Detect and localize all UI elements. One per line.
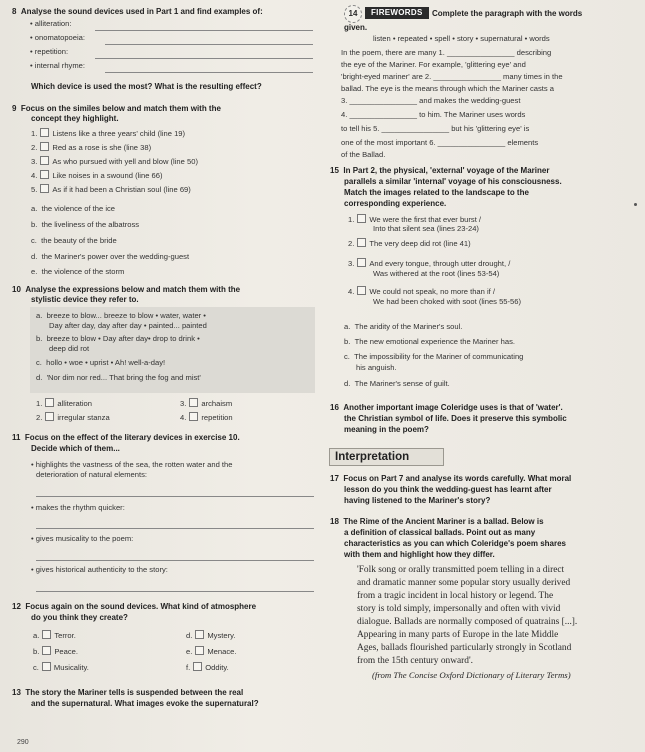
answer-line[interactable] xyxy=(105,65,313,73)
q15-image: 1. We were the first that ever burst / xyxy=(348,215,482,224)
q11-item: • makes the rhythm quicker: xyxy=(31,503,125,512)
definition-source: (from The Concise Oxford Dictionary of Literary Terms) xyxy=(372,670,571,680)
q15-image-cont: Was withered at the root (lines 53-54) xyxy=(373,269,500,278)
q14-para-line: to tell his 5. ________________ but his 'glittering eye' is xyxy=(341,124,530,133)
q15-image: 2. The very deep did rot (line 41) xyxy=(348,239,471,248)
q14-para-line: 3. ________________ and makes the wedding-guest xyxy=(341,96,521,105)
q15-image: 4. We could not speak, no more than if / xyxy=(348,287,495,296)
q10-device: 1. alliteration xyxy=(36,399,92,408)
q17-heading-3: having listened to the Mariner's story? xyxy=(344,496,491,505)
q14-para-line: 4. ________________ to him. The Mariner uses words xyxy=(341,110,526,119)
q8-item: • alliteration: xyxy=(30,19,72,28)
q10-device: 2. irregular stanza xyxy=(36,413,110,422)
ballad-definition-line: Ages, ballads flourished particularly strongly in Scotland xyxy=(357,643,572,653)
q10-expression: d. 'Nor dim nor red... That bring the fog and mist' xyxy=(36,373,201,382)
q14-para-line: 'bright-eyed mariner' are 2. ________________ many times in the xyxy=(341,72,563,81)
answer-checkbox[interactable] xyxy=(357,286,366,295)
q15-option: c. The impossibility for the Mariner of communicating xyxy=(344,352,524,361)
answer-checkbox[interactable] xyxy=(40,128,49,137)
q14-para-line: the eye of the Mariner. For example, 'glittering eye' and xyxy=(341,60,526,69)
q16-heading-3: meaning in the poem? xyxy=(344,425,429,434)
q11-heading: 11 Focus on the effect of the literary devices in exercise 10. xyxy=(12,433,240,442)
answer-checkbox[interactable] xyxy=(357,258,366,267)
q9-simile: 3. As who pursued with yell and blow (line 50) xyxy=(31,157,198,166)
q10-expression-cont: deep did rot xyxy=(49,344,90,353)
q15-heading-3: Match the images related to the landscape to the xyxy=(344,188,529,197)
q18-heading-3: characteristics as you can which Coleridge's poem shares xyxy=(344,539,566,548)
q9-option: a. the violence of the ice xyxy=(31,204,116,213)
q11-item: • gives historical authenticity to the story: xyxy=(31,565,168,574)
answer-line[interactable] xyxy=(95,51,313,59)
page-number: 290 xyxy=(17,739,29,746)
answer-line[interactable] xyxy=(36,489,314,497)
answer-line[interactable] xyxy=(36,553,314,561)
q15-option-cont: his anguish. xyxy=(356,363,397,372)
q15-image-cont: We had been choked with soot (lines 55-56) xyxy=(373,297,522,306)
ballad-definition-line: from the 15th century onward'. xyxy=(357,656,473,666)
q11-item-cont: deterioration of natural elements: xyxy=(36,470,148,479)
q12-option: e. Menace. xyxy=(186,647,237,656)
q18-heading: 18 The Rime of the Ancient Mariner is a ballad. Below is xyxy=(330,517,544,526)
q13-heading: 13 The story the Mariner tells is suspended between the real xyxy=(12,688,244,697)
ballad-definition-line: story is told simply, impersonally and often with vivid xyxy=(357,604,561,614)
q9-option: b. the liveliness of the albatross xyxy=(31,220,140,229)
ballad-definition-line: 'Folk song or orally transmitted poem telling in a direct xyxy=(357,565,565,575)
q10-expression: b. breeze to blow • Day after day• drop to drink • xyxy=(36,334,200,343)
q13-heading-2: and the supernatural. What images evoke the supernatural? xyxy=(31,699,259,708)
q15-heading-4: corresponding experience. xyxy=(344,199,447,208)
q15-option: b. The new emotional experience the Mariner has. xyxy=(344,337,515,346)
q14-para-line: one of the most important 6. ________________ elements xyxy=(341,138,539,147)
q12-option: b. Peace. xyxy=(33,647,78,656)
firewords-badge: FIREWORDS xyxy=(365,7,429,19)
q10-expression: a. breeze to blow... breeze to blow • water, water • xyxy=(36,311,206,320)
q9-option: c. the beauty of the bride xyxy=(31,236,117,245)
q16-heading-2: the Christian symbol of life. Does it preserve this symbolic xyxy=(344,414,567,423)
q9-simile: 4. Like noises in a swound (line 66) xyxy=(31,171,163,180)
q8-heading: 8 Analyse the sound devices used in Part 1 and find examples of: xyxy=(12,7,263,16)
q9-simile: 1. Listens like a three years' child (line 19) xyxy=(31,129,186,138)
q8-item: • onomatopoeia: xyxy=(30,33,86,42)
q15-heading: 15 In Part 2, the physical, 'external' voyage of the Mariner xyxy=(330,166,550,175)
q10-expression-cont: Day after day, day after day • painted... painted xyxy=(49,321,207,330)
q12-heading: 12 Focus again on the sound devices. What kind of atmosphere xyxy=(12,602,257,611)
answer-checkbox[interactable] xyxy=(40,170,49,179)
answer-checkbox[interactable] xyxy=(195,646,204,655)
q10-device: 4. repetition xyxy=(180,413,233,422)
q11-heading-2: Decide which of them... xyxy=(31,444,120,453)
ballad-definition-line: from a tragic incident in local history or legend. The xyxy=(357,591,554,601)
answer-checkbox[interactable] xyxy=(45,412,54,421)
q8-item: • internal rhyme: xyxy=(30,61,85,70)
answer-checkbox[interactable] xyxy=(189,398,198,407)
q14-heading-2: given. xyxy=(344,23,368,32)
q15-option: d. The Mariner's sense of guilt. xyxy=(344,379,450,388)
answer-checkbox[interactable] xyxy=(42,630,51,639)
answer-line[interactable] xyxy=(95,23,313,31)
q15-heading-2: parallels a similar 'internal' voyage of his consciousness. xyxy=(344,177,562,186)
q9-option: d. the Mariner's power over the wedding-guest xyxy=(31,252,190,261)
q15-image: 3. And every tongue, through utter drought, / xyxy=(348,259,511,268)
q12-heading-2: do you think they create? xyxy=(31,613,128,622)
q12-option: c. Musicality. xyxy=(33,663,89,672)
answer-checkbox[interactable] xyxy=(189,412,198,421)
q9-simile: 5. As if it had been a Christian soul (line 69) xyxy=(31,185,191,194)
q15-image-cont: Into that silent sea (lines 23-24) xyxy=(373,224,479,233)
q9-heading-2: concept they highlight. xyxy=(31,114,119,123)
q10-device: 3. archaism xyxy=(180,399,233,408)
q9-option: e. the violence of the storm xyxy=(31,267,125,276)
q10-heading-2: stylistic device they refer to. xyxy=(31,295,139,304)
answer-checkbox[interactable] xyxy=(357,214,366,223)
q11-item: • gives musicality to the poem: xyxy=(31,534,134,543)
ballad-definition-line: dialogue. Ballads are normally composed of quatrains [...]. xyxy=(357,617,578,627)
q10-heading: 10 Analyse the expressions below and match them with the xyxy=(12,285,241,294)
q14-para-line: In the poem, there are many 1. ________________ describing xyxy=(341,48,552,57)
q9-simile: 2. Red as a rose is she (line 38) xyxy=(31,143,152,152)
q18-heading-4: with them and highlight how they differ. xyxy=(344,550,495,559)
answer-checkbox[interactable] xyxy=(357,238,366,247)
q11-item: • highlights the vastness of the sea, the rotten water and the xyxy=(31,460,233,469)
q17-heading-2: lesson do you think the wedding-guest has learnt after xyxy=(344,485,552,494)
q15-option: a. The aridity of the Mariner's soul. xyxy=(344,322,463,331)
answer-checkbox[interactable] xyxy=(40,142,49,151)
q8-item: • repetition: xyxy=(30,47,69,56)
answer-checkbox[interactable] xyxy=(40,156,49,165)
answer-checkbox[interactable] xyxy=(42,662,51,671)
answer-checkbox[interactable] xyxy=(45,398,54,407)
q12-option: f. Oddity. xyxy=(186,663,229,672)
margin-dot xyxy=(634,203,637,206)
answer-checkbox[interactable] xyxy=(42,646,51,655)
q14-wordbank: listen • repeated • spell • story • supernatural • words xyxy=(373,34,550,43)
q16-heading: 16 Another important image Coleridge uses is that of 'water'. xyxy=(330,403,563,412)
ballad-definition-line: and dramatic manner some popular story usually derived xyxy=(357,578,571,588)
q17-heading: 17 Focus on Part 7 and analyse its words carefully. What moral xyxy=(330,474,572,483)
q14-para-line: ballad. The eye is the means through which the Mariner casts a xyxy=(341,84,555,93)
q14-para-line: of the Ballad. xyxy=(341,150,386,159)
ballad-definition-line: Appearing in many parts of Europe in the late Middle xyxy=(357,630,559,640)
answer-checkbox[interactable] xyxy=(193,662,202,671)
answer-line[interactable] xyxy=(105,37,313,45)
interpretation-section-title: Interpretation xyxy=(329,448,444,466)
q9-heading: 9 Focus on the similes below and match them with the xyxy=(12,104,221,113)
exercise-number-badge: 14 xyxy=(344,5,362,23)
answer-line[interactable] xyxy=(36,584,314,592)
q8-followup: Which device is used the most? What is the resulting effect? xyxy=(31,82,262,91)
q18-heading-2: a definition of classical ballads. Point out as many xyxy=(344,528,536,537)
q14-heading: Complete the paragraph with the words xyxy=(432,9,583,18)
q10-expression: c. hollo • woe • uprist • Ah! well-a-day! xyxy=(36,358,166,367)
q12-option: a. Terror. xyxy=(33,631,76,640)
q12-option: d. Mystery. xyxy=(186,631,236,640)
answer-checkbox[interactable] xyxy=(195,630,204,639)
answer-line[interactable] xyxy=(36,521,314,529)
answer-checkbox[interactable] xyxy=(40,184,49,193)
